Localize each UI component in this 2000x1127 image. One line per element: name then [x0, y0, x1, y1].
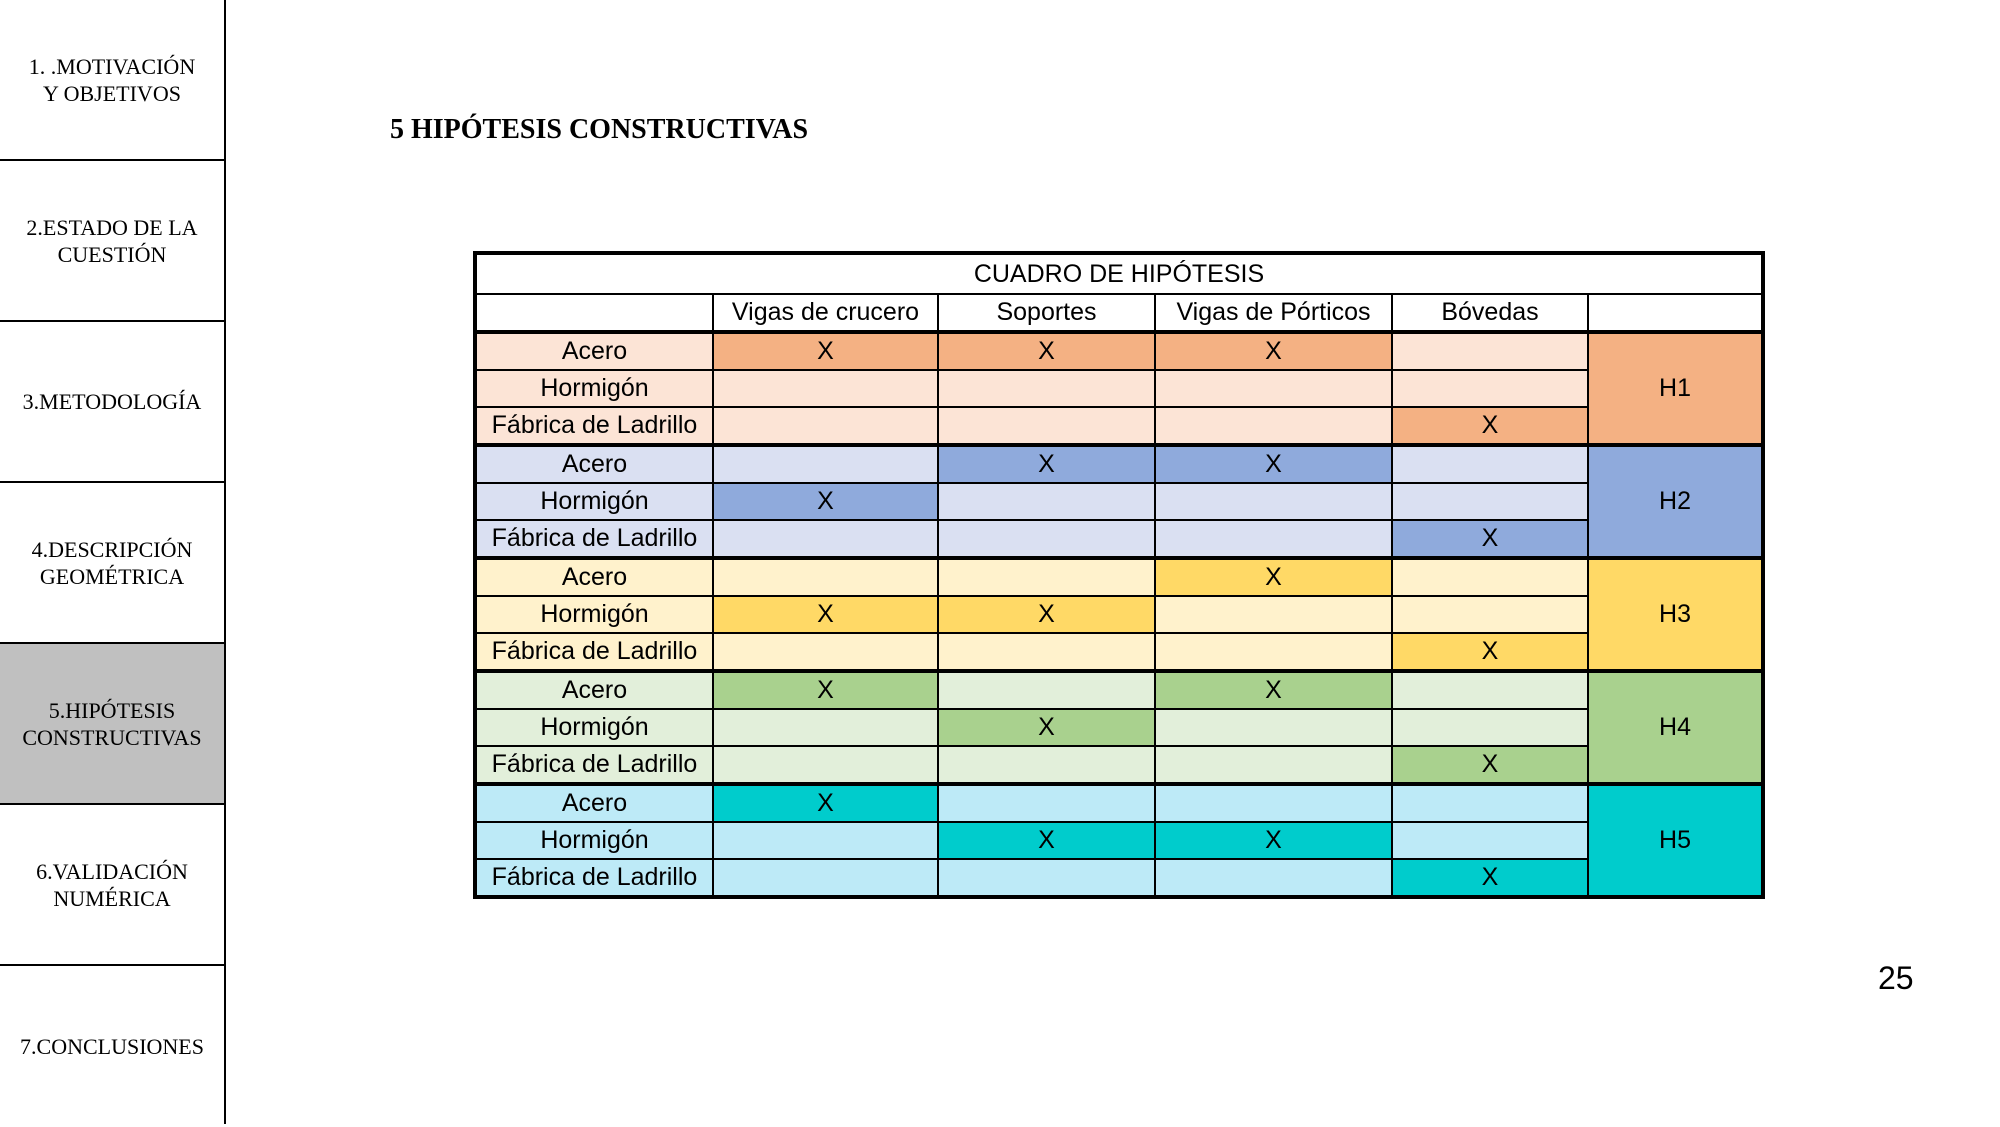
- table-row: [475, 370, 1763, 407]
- material-label: Hormigón: [475, 822, 713, 859]
- column-header: Vigas de crucero: [713, 294, 938, 332]
- sidebar-item-7[interactable]: 7.CONCLUSIONES: [20, 1034, 204, 1059]
- mark-cell: [1392, 596, 1588, 633]
- mark-cell: X: [713, 784, 938, 822]
- table-row: [475, 445, 1763, 483]
- mark-cell: [1392, 445, 1588, 483]
- page-title: 5 HIPÓTESIS CONSTRUCTIVAS: [390, 114, 809, 145]
- mark-cell: [1155, 483, 1392, 520]
- mark-cell: X: [1392, 407, 1588, 445]
- mark-cell: [1155, 859, 1392, 897]
- mark-cell: X: [713, 332, 938, 370]
- mark-cell: [713, 822, 938, 859]
- mark-cell: [1155, 709, 1392, 746]
- hypothesis-label: H1: [1588, 332, 1763, 445]
- mark-cell: [1155, 784, 1392, 822]
- mark-cell: [1155, 370, 1392, 407]
- mark-cell: [1392, 370, 1588, 407]
- column-header: Vigas de Pórticos: [1155, 294, 1392, 332]
- material-label: Hormigón: [475, 370, 713, 407]
- material-label: Hormigón: [475, 483, 713, 520]
- mark-cell: X: [713, 671, 938, 709]
- material-label: Fábrica de Ladrillo: [475, 407, 713, 445]
- sidebar-item-4[interactable]: 4.DESCRIPCIÓN GEOMÉTRICA: [0, 483, 224, 644]
- column-header: Soportes: [938, 294, 1155, 332]
- mark-cell: X: [1392, 633, 1588, 671]
- mark-cell: [1392, 483, 1588, 520]
- mark-cell: [713, 709, 938, 746]
- table-row: [475, 746, 1763, 784]
- mark-cell: X: [938, 709, 1155, 746]
- mark-cell: X: [938, 445, 1155, 483]
- mark-cell: [1155, 746, 1392, 784]
- mark-cell: [938, 633, 1155, 671]
- hypothesis-table-container: [473, 251, 1765, 899]
- mark-cell: [713, 633, 938, 671]
- mark-cell: X: [1155, 445, 1392, 483]
- material-label: Fábrica de Ladrillo: [475, 633, 713, 671]
- page-number: 25: [1878, 960, 1914, 996]
- table-row: [475, 784, 1763, 822]
- mark-cell: X: [938, 332, 1155, 370]
- sidebar-item-6[interactable]: 6.VALIDACIÓN NUMÉRICA: [0, 805, 224, 966]
- hypothesis-label: H4: [1588, 671, 1763, 784]
- mark-cell: [938, 558, 1155, 596]
- mark-cell: [1392, 671, 1588, 709]
- mark-cell: X: [1392, 859, 1588, 897]
- mark-cell: [713, 558, 938, 596]
- mark-cell: [713, 445, 938, 483]
- hypothesis-label: H2: [1588, 445, 1763, 558]
- mark-cell: X: [1155, 332, 1392, 370]
- table-row: [475, 859, 1763, 897]
- hypothesis-label: H3: [1588, 558, 1763, 671]
- mark-cell: [1155, 407, 1392, 445]
- table-row: [475, 520, 1763, 558]
- mark-cell: X: [1392, 520, 1588, 558]
- sidebar-item-3[interactable]: 3.METODOLOGÍA: [0, 322, 224, 483]
- mark-cell: [1392, 332, 1588, 370]
- mark-cell: [938, 784, 1155, 822]
- table-row: [475, 709, 1763, 746]
- table-title: CUADRO DE HIPÓTESIS: [475, 253, 1763, 294]
- table-row: [475, 671, 1763, 709]
- sidebar-item-5[interactable]: 5.HIPÓTESIS CONSTRUCTIVAS: [0, 644, 224, 805]
- mark-cell: X: [938, 822, 1155, 859]
- mark-cell: [938, 370, 1155, 407]
- table-row: [475, 407, 1763, 445]
- mark-cell: X: [1155, 558, 1392, 596]
- mark-cell: X: [1392, 746, 1588, 784]
- sidebar-item-1[interactable]: 1. .MOTIVACIÓN Y OBJETIVOS: [0, 0, 224, 161]
- table-row: [475, 822, 1763, 859]
- mark-cell: X: [713, 596, 938, 633]
- header-empty-cell: [1588, 294, 1763, 332]
- material-label: Acero: [475, 445, 713, 483]
- mark-cell: [938, 520, 1155, 558]
- mark-cell: [1155, 520, 1392, 558]
- material-label: Acero: [475, 332, 713, 370]
- mark-cell: [938, 859, 1155, 897]
- material-label: Hormigón: [475, 709, 713, 746]
- mark-cell: [1392, 784, 1588, 822]
- mark-cell: [713, 520, 938, 558]
- sidebar-nav: [0, 0, 226, 1124]
- table-row: [475, 596, 1763, 633]
- mark-cell: [1155, 596, 1392, 633]
- mark-cell: [1392, 822, 1588, 859]
- mark-cell: [1392, 709, 1588, 746]
- table-row: [475, 558, 1763, 596]
- mark-cell: [713, 370, 938, 407]
- mark-cell: X: [713, 483, 938, 520]
- mark-cell: [938, 407, 1155, 445]
- mark-cell: [938, 671, 1155, 709]
- material-label: Fábrica de Ladrillo: [475, 746, 713, 784]
- mark-cell: [938, 746, 1155, 784]
- material-label: Acero: [475, 784, 713, 822]
- material-label: Hormigón: [475, 596, 713, 633]
- column-header: Bóvedas: [1392, 294, 1588, 332]
- hypothesis-table: [473, 251, 1765, 899]
- hypothesis-label: H5: [1588, 784, 1763, 897]
- mark-cell: [1155, 633, 1392, 671]
- mark-cell: [1392, 558, 1588, 596]
- material-label: Fábrica de Ladrillo: [475, 520, 713, 558]
- material-label: Fábrica de Ladrillo: [475, 859, 713, 897]
- material-label: Acero: [475, 558, 713, 596]
- mark-cell: [938, 483, 1155, 520]
- material-label: Acero: [475, 671, 713, 709]
- mark-cell: [713, 746, 938, 784]
- mark-cell: [713, 407, 938, 445]
- header-empty-cell: [475, 294, 713, 332]
- table-row: [475, 633, 1763, 671]
- mark-cell: [713, 859, 938, 897]
- mark-cell: X: [1155, 822, 1392, 859]
- table-row: [475, 332, 1763, 370]
- mark-cell: X: [938, 596, 1155, 633]
- sidebar-item-2[interactable]: 2.ESTADO DE LA CUESTIÓN: [0, 161, 224, 322]
- mark-cell: X: [1155, 671, 1392, 709]
- table-row: [475, 483, 1763, 520]
